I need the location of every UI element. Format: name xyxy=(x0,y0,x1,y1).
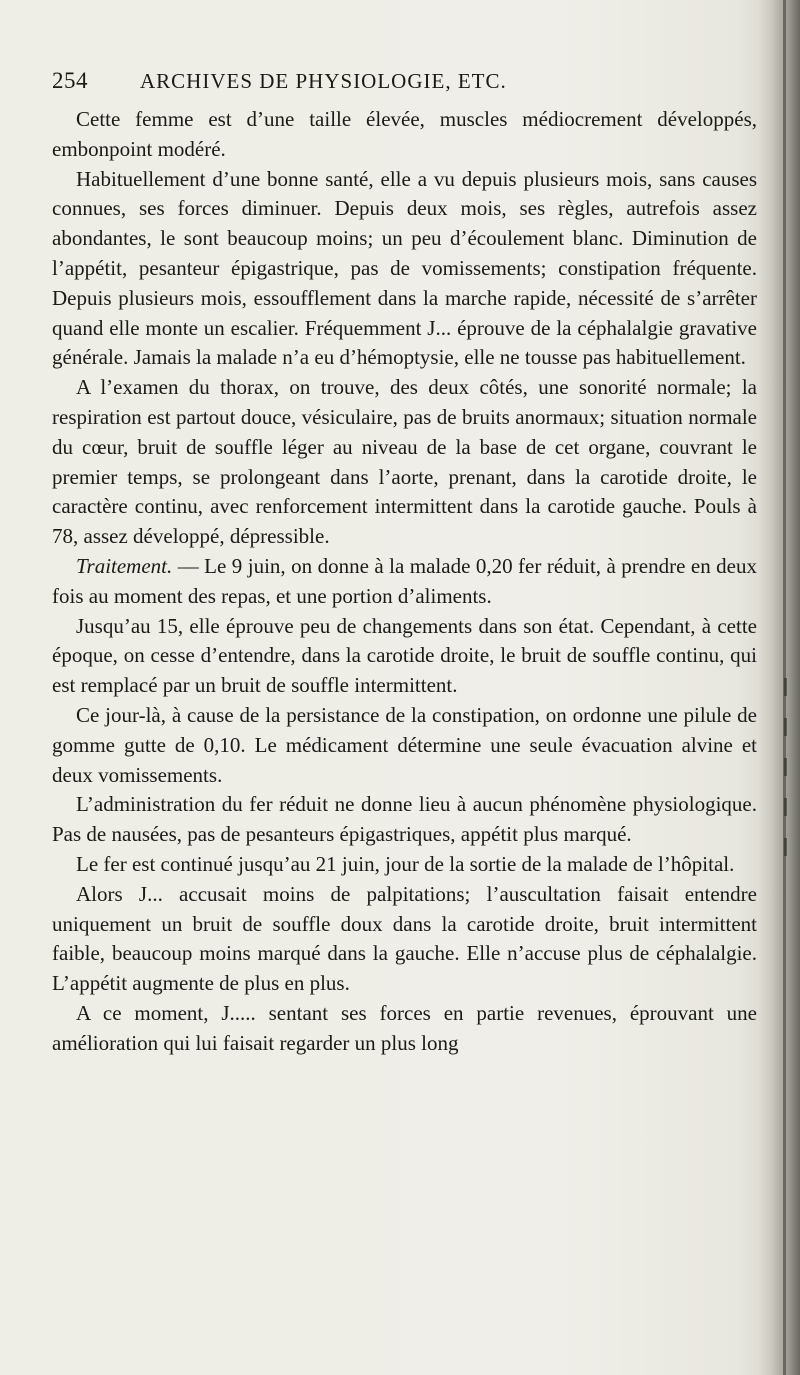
paragraph xyxy=(52,552,757,612)
body-text xyxy=(52,105,757,1059)
binding-mark xyxy=(784,758,787,776)
paragraph xyxy=(52,999,757,1059)
paragraph xyxy=(52,165,757,374)
paragraph xyxy=(52,850,757,880)
binding-mark xyxy=(784,838,787,856)
paragraph xyxy=(52,373,757,552)
running-head: ARCHIVES DE PHYSIOLOGIE, ETC. xyxy=(140,69,507,93)
paragraph-text: Ce jour-là, à cause de la persistance de la constipation, on ordonne une pilule de gomme gutte de 0,10. Le médicament détermine une seule évacuation alvine et deux vomissements. xyxy=(52,702,757,787)
binding-mark xyxy=(784,718,787,736)
paragraph-text: Jusqu’au 15, elle éprouve peu de changements dans son état. Cependant, à cette époque, on cesse d’entendre, dans la carotide droite, le bruit de souffle continu, qui est remplacé par un bruit de souffle intermittent. xyxy=(52,613,757,698)
paragraph-lead: Traitement. xyxy=(76,553,173,578)
paragraph-text: L’administration du fer réduit ne donne lieu à aucun phénomène physiologique. Pas de nausées, pas de pesanteurs épigastriques, appétit plus marqué. xyxy=(52,792,757,847)
page-header xyxy=(52,68,752,98)
binding-mark xyxy=(784,798,787,816)
paragraph xyxy=(52,880,757,999)
paragraph xyxy=(52,701,757,790)
paragraph-text: A l’examen du thorax, on trouve, des deux côtés, une sonorité normale; la respiration est partout douce, vésiculaire, pas de bruits anormaux; situation normale du cœur, bruit de souffle léger au niveau de la base de cet organe, couvrant le premier temps, se prolongeant dans l’aorte, prenant, dans la carotide droite, le caractère continu, avec renforcement intermittent dans la carotide gauche. Pouls à 78, assez développé, dépressible. xyxy=(52,375,757,549)
paragraph-text: Cette femme est d’une taille élevée, muscles médiocrement développés, embonpoint modéré. xyxy=(52,107,757,161)
binding-mark xyxy=(784,678,787,696)
paragraph xyxy=(52,105,757,165)
paragraph-text: A ce moment, J..... sentant ses forces en partie revenues, éprouvant une amélioration qui lui faisait regarder un plus long xyxy=(52,1000,757,1055)
page-number: 254 xyxy=(52,68,88,93)
binding-marks xyxy=(784,678,794,938)
paragraph-text: Habituellement d’une bonne santé, elle a vu depuis plusieurs mois, sans causes connues, ses forces diminuer. Depuis deux mois, ses règles, autrefois assez abondantes, le sont beaucoup moins; un peu d’écoulement blanc. Diminution de l’appétit, pesanteur épigastrique, pas de vomissements; constipation fréquente. Depuis plusieurs mois, essoufflement dans la marche rapide, nécessité de s’arrêter quand elle monte un escalier. Fréquemment J... éprouve de la céphalalgie gravative générale. Jamais la malade n’a eu d’hémoptysie, elle ne tousse pas habituellement. xyxy=(52,166,757,370)
paragraph-text: — Le 9 juin, on donne à la malade 0,20 fer réduit, à prendre en deux fois au moment des repas, et une portion d’aliments. xyxy=(52,553,757,608)
paragraph xyxy=(52,790,757,850)
paragraph-text: Le fer est continué jusqu’au 21 juin, jour de la sortie de la malade de l’hôpital. xyxy=(76,851,735,876)
paragraph-text: Alors J... accusait moins de palpitations; l’auscultation faisait entendre uniquement un bruit de souffle doux dans la carotide droite, bruit intermittent faible, beaucoup moins marqué dans la gauche. Elle n’accuse plus de céphalalgie. L’appétit augmente de plus en plus. xyxy=(52,881,757,996)
paragraph xyxy=(52,612,757,701)
